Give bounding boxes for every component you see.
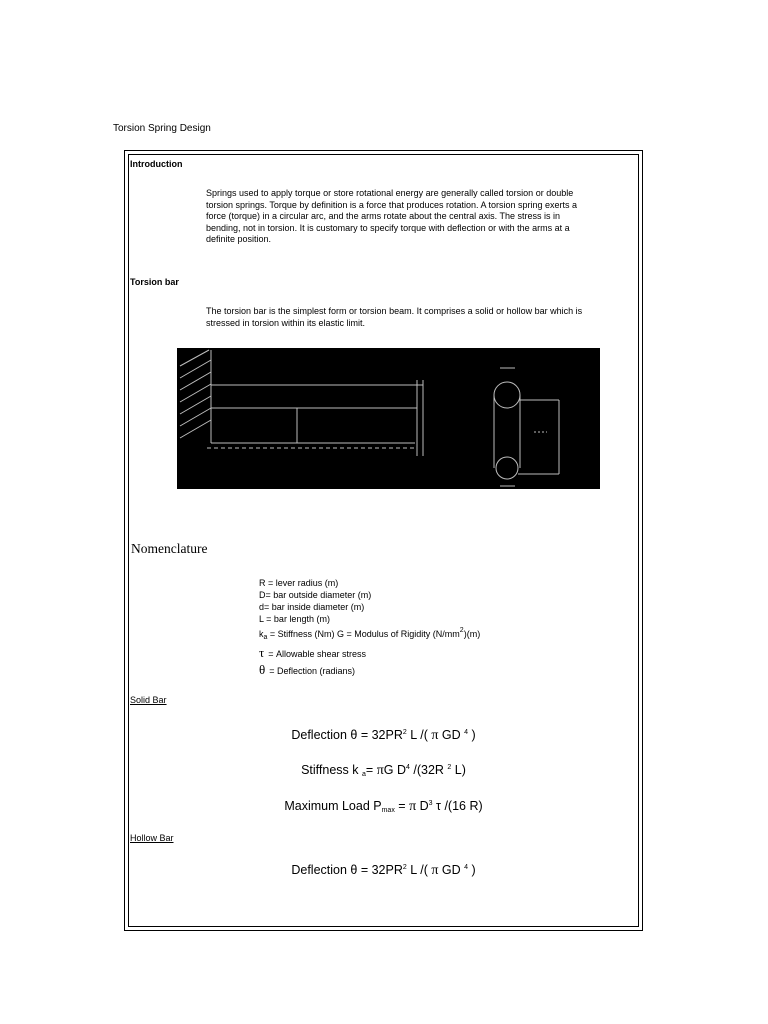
tau-text: = Allowable shear stress	[268, 649, 367, 659]
torsion-bar-heading: Torsion bar	[130, 277, 179, 287]
content-frame-inner	[128, 154, 639, 927]
nomenclature-heading: Nomenclature	[131, 541, 208, 556]
formula-part: )	[468, 863, 476, 877]
content-frame	[124, 150, 643, 931]
introduction-line: definite position.	[206, 234, 272, 244]
formula-part: τ /(16 R)	[432, 799, 483, 813]
nomenclature-item: d= bar inside diameter (m)	[259, 602, 365, 612]
formula-part: D	[416, 799, 429, 813]
formula-part: L /(	[406, 728, 432, 742]
formula-sup: 2	[402, 864, 407, 871]
formula-sup: 3	[428, 800, 433, 807]
pi-symbol: π	[409, 799, 417, 814]
formula-part: L)	[451, 763, 466, 777]
pi-symbol: π	[431, 728, 439, 743]
formula-part: )	[468, 728, 476, 742]
tau-symbol: τ	[259, 645, 265, 660]
nomenclature-list	[259, 577, 480, 677]
formula-part: =	[394, 799, 410, 813]
formula-sub: max	[381, 807, 395, 814]
formula-part: GD	[438, 728, 465, 742]
formula-part: Stiffness k	[301, 763, 362, 777]
formula-sup: 2	[402, 729, 407, 736]
nomenclature-item-theta	[259, 664, 480, 677]
solid-bar-deflection-formula	[129, 728, 638, 744]
nomenclature-item: R = lever radius (m)	[259, 578, 339, 588]
formula-sup: 4	[464, 864, 469, 871]
formula-part: Deflection θ = 32PR	[291, 863, 403, 877]
stiffness-symbol: k	[259, 629, 264, 639]
formula-part: /(32R	[409, 763, 448, 777]
formula-part: G D	[383, 763, 406, 777]
stiffness-tail: )(m)	[463, 629, 481, 639]
solid-bar-max-load-formula	[129, 799, 638, 815]
formula-part: =	[365, 763, 377, 777]
introduction-line: bending, not in torsion. It is customary to specify torque with deflection or with the arms at a	[206, 222, 570, 233]
theta-text: = Deflection (radians)	[269, 666, 356, 676]
solid-bar-heading: Solid Bar	[130, 695, 167, 705]
formula-sub: a	[362, 771, 366, 778]
torsion-bar-line: The torsion bar is the simplest form or torsion beam. It comprises a solid or hollow bar which is	[206, 306, 583, 316]
introduction-heading: Introduction	[130, 159, 183, 169]
torsion-bar-paragraph	[206, 306, 634, 329]
torsion-bar-diagram-icon	[177, 348, 600, 489]
introduction-line: Springs used to apply torque or store rotational energy are generally called torsion or double	[206, 188, 574, 198]
hollow-bar-heading: Hollow Bar	[130, 833, 174, 843]
theta-symbol: θ	[259, 662, 266, 677]
formula-part: Maximum Load P	[284, 799, 382, 813]
stiffness-subscript: a	[263, 634, 268, 641]
torsion-bar-line: stressed in torsion within its elastic limit.	[206, 317, 366, 328]
introduction-line: force (torque) in a circular arc, and the arms rotate about the central axis. The stress is in	[206, 211, 560, 221]
nomenclature-item-tau	[259, 647, 480, 660]
introduction-paragraph	[206, 188, 634, 246]
formula-sup: 4	[464, 729, 469, 736]
nomenclature-item: D= bar outside diameter (m)	[259, 590, 372, 600]
pi-symbol: π	[376, 763, 384, 778]
stiffness-superscript: 2	[459, 627, 464, 634]
hollow-bar-deflection-formula	[129, 863, 638, 879]
formula-sup: 4	[406, 764, 410, 771]
formula-sup: 2	[447, 764, 452, 771]
stiffness-text: = Stiffness (Nm) G = Modulus of Rigidity (N/mm	[267, 629, 460, 639]
nomenclature-item: L = bar length (m)	[259, 614, 330, 624]
introduction-line: torsion springs. Torque by definition is a force that produces rotation. A torsion spring exerts a	[206, 199, 578, 210]
nomenclature-item-stiffness	[259, 625, 480, 644]
pi-symbol: π	[431, 863, 439, 878]
formula-part: Deflection θ = 32PR	[291, 728, 403, 742]
formula-part: L /(	[406, 863, 432, 877]
formula-part: GD	[438, 863, 465, 877]
document-title: Torsion Spring Design	[113, 123, 211, 134]
solid-bar-stiffness-formula	[129, 763, 638, 779]
